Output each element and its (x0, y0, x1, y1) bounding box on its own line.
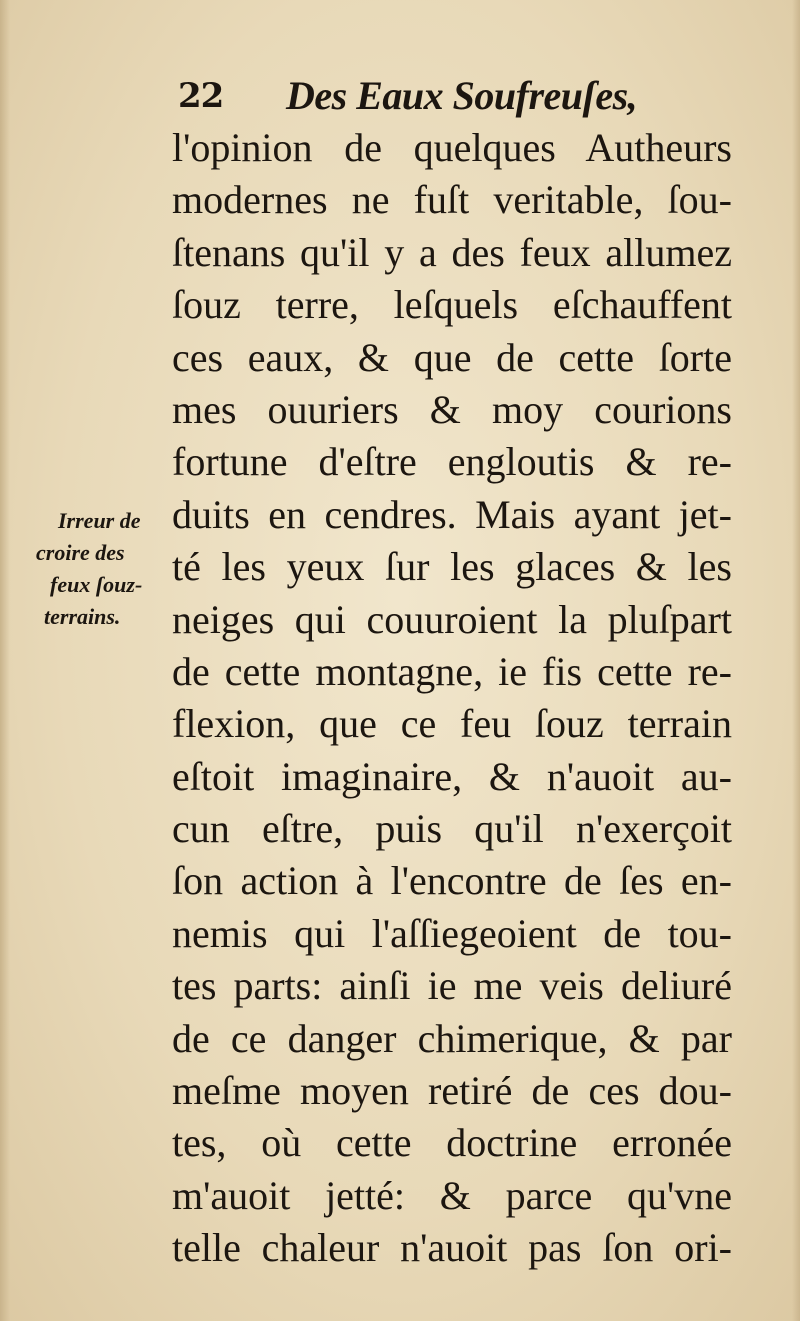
text-line: l'opinion de quelques Autheurs (172, 125, 732, 170)
text-line: de ce danger chimerique, & par (172, 1015, 732, 1061)
text-line: cun eſtre, puis qu'il n'exerçoit (172, 806, 732, 852)
text-line: meſme moyen retiré de ces dou- (172, 1068, 732, 1114)
page-edge-left (0, 0, 10, 1321)
text-line: flexion, que ce feu ſouz terrain (172, 701, 732, 747)
text-line: té les yeux ſur les glaces & les (172, 544, 732, 590)
page-edge-right (792, 0, 800, 1321)
text-line: duits en cendres. Mais ayant jet- (172, 491, 732, 537)
text-line: ſouz terre, leſquels eſchauffent (172, 282, 732, 328)
text-line: m'auoit jetté: & parce qu'vne (172, 1172, 732, 1218)
margin-note (36, 505, 176, 633)
text-line: tes, où cette doctrine erronée (172, 1120, 732, 1166)
margin-note-line: feux ſouz- (50, 572, 143, 597)
text-line: ces eaux, & que de cette ſorte (172, 334, 732, 380)
text-line: tes parts: ainſi ie me veis deliuré (172, 963, 732, 1009)
text-line: eſtoit imaginaire, & n'auoit au- (172, 753, 732, 799)
text-line: modernes ne fuſt veritable, ſou- (172, 177, 732, 223)
text-line: ſon action à l'encontre de ſes en- (172, 858, 732, 904)
margin-note-line: croire des (36, 540, 125, 565)
margin-note-line: Irreur de (58, 508, 141, 533)
margin-note-line: terrains. (44, 604, 121, 629)
text-line: mes ouuriers & moy courions (172, 386, 732, 432)
running-head (178, 72, 648, 122)
body-text (172, 122, 732, 1275)
text-line: de cette montagne, ie fis cette re- (172, 648, 732, 694)
text-line: nemis qui l'aſſiegeoient de tou- (172, 910, 732, 956)
page-number: 22 (178, 76, 224, 116)
text-line: fortune d'eſtre engloutis & re- (172, 439, 732, 485)
running-title: Des Eaux Soufreuſes, (286, 73, 638, 118)
text-line: ſtenans qu'il y a des feux allumez (172, 229, 732, 275)
text-line: neiges qui couuroient la pluſpart (172, 596, 732, 642)
text-line: telle chaleur n'auoit pas ſon ori- (172, 1225, 732, 1271)
